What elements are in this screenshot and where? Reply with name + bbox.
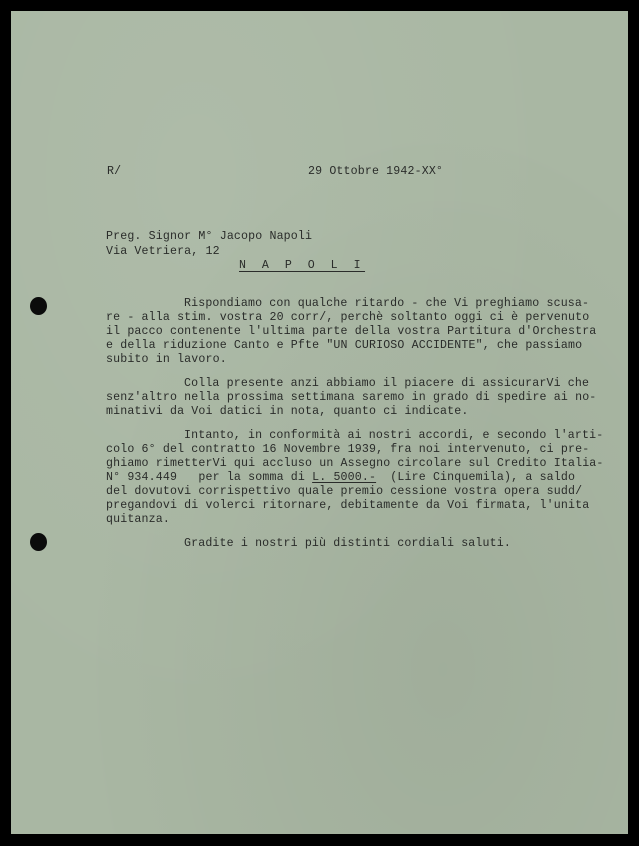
- p1-line: re - alla stim. vostra 20 corr/, perchè soltanto oggi ci è pervenuto: [106, 311, 590, 324]
- p3-line: pregandovi di volerci ritornare, debitamente da Voi firmata, l'unita: [106, 499, 590, 512]
- p3-line: quitanza.: [106, 513, 170, 526]
- p2-line: minativi da Voi datici in nota, quanto ci indicate.: [106, 405, 469, 418]
- cheque-number-text: N° 934.449 per la somma di: [106, 471, 313, 484]
- p3-line: del dovutovi corrispettivo quale premio cessione vostra opera sudd/: [106, 485, 583, 498]
- p3-line: [106, 471, 575, 485]
- reference-mark: R/: [107, 165, 122, 178]
- punch-hole-bottom: [30, 533, 47, 551]
- letter-page: [11, 11, 628, 834]
- p3-line: colo 6° del contratto 16 Novembre 1939, fra noi intervenuto, ci pre-: [106, 443, 590, 456]
- p2-line: Colla presente anzi abbiamo il piacere di assicurarVi che: [184, 377, 590, 390]
- recipient-city: N A P O L I: [239, 259, 366, 272]
- p1-line: Rispondiamo con qualche ritardo - che Vi preghiamo scusa-: [184, 297, 590, 310]
- cheque-amount: L. 5000.-: [312, 471, 377, 484]
- p3-line: Intanto, in conformità ai nostri accordi, e secondo l'arti-: [184, 429, 604, 442]
- p1-line: subito in lavoro.: [106, 353, 227, 366]
- recipient-street: Via Vetriera, 12: [106, 245, 220, 258]
- p2-line: senz'altro nella prossima settimana saremo in grado di spedire ai no-: [106, 391, 597, 404]
- letter-date: 29 Ottobre 1942-XX°: [308, 165, 444, 178]
- p1-line: il pacco contenente l'ultima parte della vostra Partitura d'Orchestra: [106, 325, 597, 338]
- p1-line: e della riduzione Canto e Pfte "UN CURIOSO ACCIDENTE", che passiamo: [106, 339, 583, 352]
- punch-hole-top: [30, 297, 47, 315]
- recipient-name: Preg. Signor M° Jacopo Napoli: [106, 230, 313, 243]
- p3-line: ghiamo rimetterVi qui accluso un Assegno circolare sul Credito Italia-: [106, 457, 604, 470]
- closing-salutation: Gradite i nostri più distinti cordiali saluti.: [184, 537, 511, 550]
- amount-in-words: (Lire Cinquemila), a saldo: [376, 471, 576, 484]
